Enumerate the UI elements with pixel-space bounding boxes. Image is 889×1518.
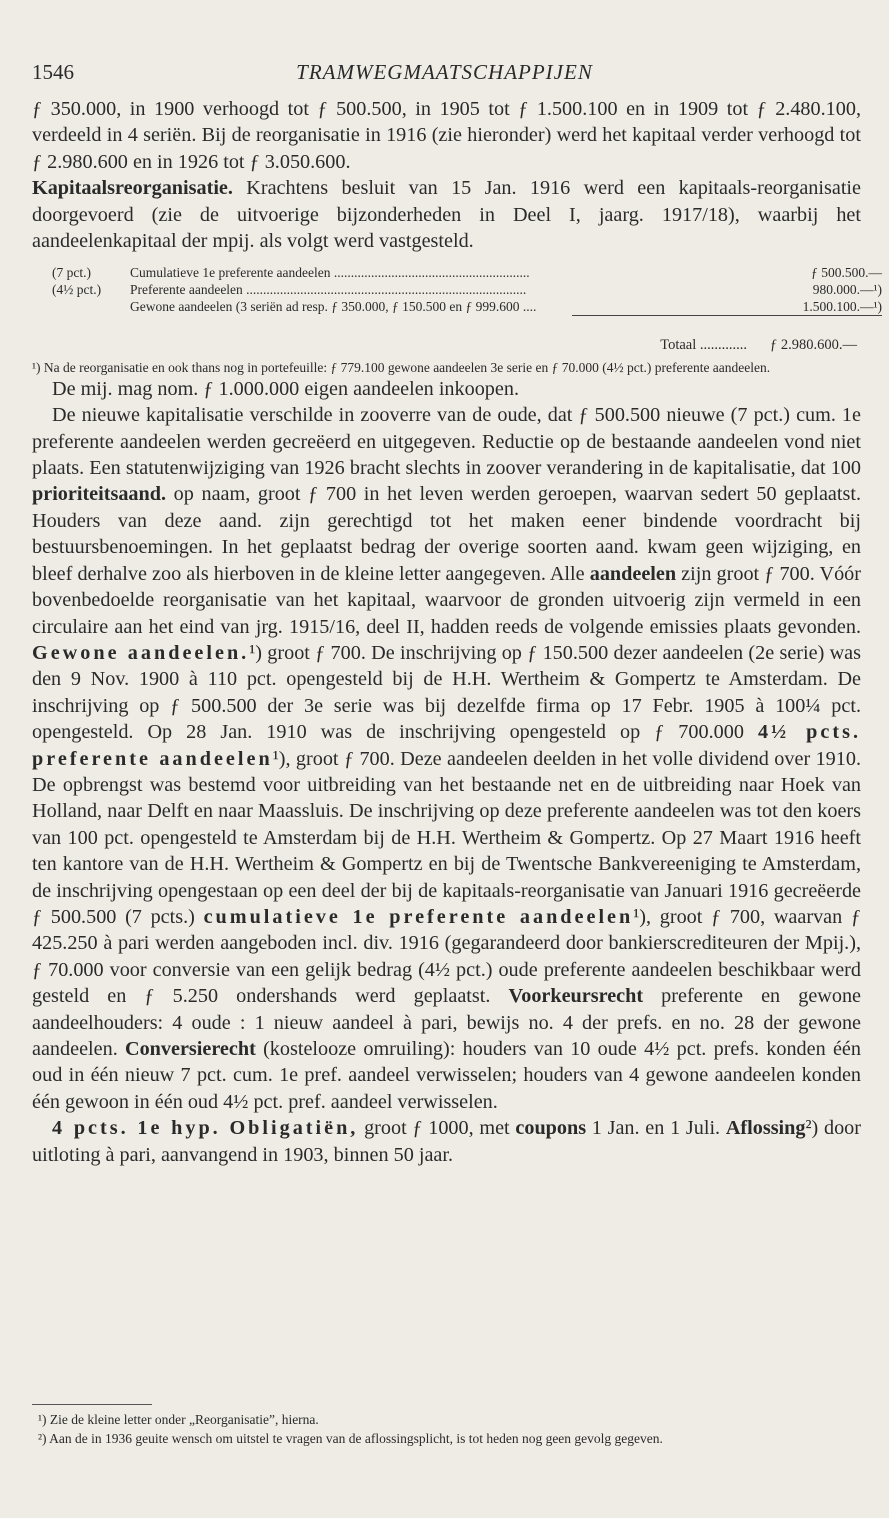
paragraph-own-shares: De mij. mag nom. ƒ 1.000.000 eigen aandeelen inkoopen. — [52, 377, 520, 400]
total-label: Totaal ............. — [660, 337, 747, 354]
table-row — [52, 281, 882, 298]
page-header — [32, 60, 857, 90]
text-span: zijn groot ƒ 700. Vóór bovenbedoelde reorganisatie van het kapitaal, waarvoor de gronden uitvoerig zijn vermeld in een circulaire aan het eind van jrg. 1915/16, deel II, hadden reeds de volgende emissies plaats gevonden. — [32, 562, 861, 638]
running-title: TRAMWEGMAATSCHAPPIJEN — [296, 60, 593, 84]
text-span: op naam, groot ƒ 700 in het leven werden geroepen, waarvan sedert 50 geplaatst. Houders van deze aand. zijn gerechtigd tot het maken eener bindende voordracht bij bestuursbenoemingen. In het geplaatst bedrag der overige soorten aand. kwam geen wijziging, en bleef derhalve zoo als hierboven in de kleine letter aangegeven. Alle — [32, 483, 861, 585]
reorganisation-label: Kapitaalsreorganisatie. — [32, 177, 233, 200]
paragraph-new-capitalisation — [32, 402, 861, 1115]
bold-term: aandeelen — [589, 562, 677, 585]
bold-term: Conversierecht — [125, 1038, 256, 1060]
table-footnote: ¹) Na de reorganisatie en ook thans nog in portefeuille: ƒ 779.100 gewone aandeelen 3e serie en ƒ 70.000 (4½ pct.) preferente aandeelen. — [32, 359, 771, 375]
text-span: ²) door uitloting à pari, aanvangend in 1903, binnen 50 jaar. — [32, 1117, 862, 1166]
bold-term: prioriteitsaand. — [32, 483, 167, 506]
text-span: ¹) groot ƒ 700. De inschrijving op ƒ 150.500 dezer aandeelen (2e serie) was den 9 Nov. 1900 à 110 pct. opengesteld bij de H.H. Wertheim & Gompertz te Amsterdam. De inschrijving op ƒ 500.500 der 3e serie was bij dezelfde firma op 17 Febr. 1905 à 100¼ pct. opengesteld. Op 28 Jan. 1910 was de inschrijving opengesteld op ƒ 700.000 — [32, 641, 861, 744]
text-span: preferente en gewone aandeelhouders: 4 oude : 1 nieuw aandeel à pari, bewijs no. 4 der prefs. en no. 28 der gewone aandeelen. — [32, 985, 862, 1060]
row-desc: Preferente aandeelen ................................................................................... — [130, 282, 527, 298]
paragraph-reorganisation — [32, 175, 861, 254]
text-span: De nieuwe kapitalisatie verschilde in zooverre van de oude, dat ƒ 500.500 nieuwe (7 pct.) cum. 1e preferente aandeelen werden gecreëerd en uitgegeven. Reductie op de bestaande aandeelen vond niet plaats. Een statutenwijziging van 1926 bracht slechts in zoover verandering in de kapitalisatie, dat 100 — [32, 404, 861, 480]
text-span: (kostelooze omruiling): houders van 10 oude 4½ pct. prefs. konden één oud in één nieuw 7 pct. cum. 1e pref. aandeel verwisselen; houders van 4 gewone aandeelen konden één gewoon in één oud 4½ pct. pref. aandeel verwisselen. — [32, 1038, 861, 1113]
text-span: ¹), groot ƒ 700, waarvan ƒ 425.250 à pari werden aangeboden incl. div. 1916 (gegarandeerd door bankierscrediteuren der Mpij.), ƒ 70.000 voor conversie van een gelijk bedrag (4½ pct.) oude preferente aandeelen beschikbaar werd gesteld en ƒ 5.250 ondershands werd geplaatst. — [32, 905, 862, 1008]
page-footnotes — [32, 1404, 861, 1449]
spaced-term: cumulatieve 1e preferente aandeelen — [203, 905, 634, 928]
bold-term: coupons — [515, 1117, 587, 1140]
footnote-1: ¹) Zie de kleine letter onder „Reorganisatie”, hierna. — [38, 1412, 319, 1427]
reorganisation-text: Krachtens besluit van 15 Jan. 1916 werd een kapitaals-reorganisatie doorgevoerd (zie de uitvoerige bijzonderheden in Deel I, jaarg. 1917/18), waarbij het aandeelenkapitaal der mpij. als volgt werd vastgesteld. — [32, 177, 861, 253]
paragraph-obligations — [32, 1115, 861, 1168]
spaced-term: Gewone aandeelen. — [32, 641, 250, 664]
bold-term: Aflossing — [725, 1117, 806, 1140]
row-desc: Cumulatieve 1e preferente aandeelen .......................................................... — [130, 265, 530, 281]
capital-table — [52, 264, 882, 316]
text-span: groot ƒ 1000, met — [358, 1117, 516, 1140]
spaced-term: 4 pcts. 1e hyp. Obligatiën, — [52, 1117, 359, 1140]
row-pct — [52, 298, 130, 315]
row-pct: (7 pct.) — [52, 265, 91, 281]
bold-term: Voorkeursrecht — [508, 985, 644, 1008]
footnote-rule — [32, 1404, 152, 1405]
text-span: 1 Jan. en 1 Juli. — [586, 1117, 726, 1140]
footnote-2: ²) Aan de in 1936 geuite wensch om uitstel te vragen van de aflossingsplicht, is tot heden nog geen gevolg gegeven. — [38, 1431, 663, 1446]
text-span: ¹), groot ƒ 700. Deze aandeelen deelden in het volle dividend over 1910. De opbrengst was bestemd voor uitbreiding van het bestaande net en de uitbreiding naar Hoek van Holland, naar Delft en naar Maassluis. De inschrijving op deze preferente aandeelen was tot den koers van 100 pct. opengesteld te Amsterdam bij de H.H. Wertheim & Gompertz. Op 27 Maart 1916 heeft ten kantore van de H.H. Wertheim & Gompertz en bij de Twentsche Bankvereeniging te Amsterdam, de inschrijving opengestaan op een deel der bij de kapitaals-reorganisatie van Januari 1916 gecreëerde ƒ 500.500 (7 pcts.) — [32, 747, 861, 928]
total-rule — [572, 315, 882, 316]
table-row — [52, 264, 882, 281]
paragraph-capital-history: ƒ 350.000, in 1900 verhoogd tot ƒ 500.500, in 1905 tot ƒ 1.500.100 en in 1909 tot ƒ 2.480.100, verdeeld in 4 seriën. Bij de reorganisatie in 1916 (zie hieronder) werd het kapitaal verder verhoogd tot ƒ 2.980.600 en in 1926 tot ƒ 3.050.600. — [32, 98, 861, 173]
row-amount: ƒ 500.500.— — [811, 265, 882, 281]
spaced-term: 4½ pcts. preferente aandeelen — [32, 721, 861, 770]
total-row — [32, 332, 861, 358]
table-row — [52, 298, 882, 315]
row-amount: 1.500.100.—¹) — [802, 299, 882, 315]
row-pct: (4½ pct.) — [52, 282, 102, 298]
page-number: 1546 — [32, 60, 74, 84]
row-amount: 980.000.—¹) — [812, 282, 882, 298]
body-text — [32, 96, 882, 1168]
row-desc: Gewone aandeelen (3 seriën ad resp. ƒ 350.000, ƒ 150.500 en ƒ 999.600 .... — [130, 299, 537, 315]
total-amount: ƒ 2.980.600.— — [770, 337, 857, 354]
